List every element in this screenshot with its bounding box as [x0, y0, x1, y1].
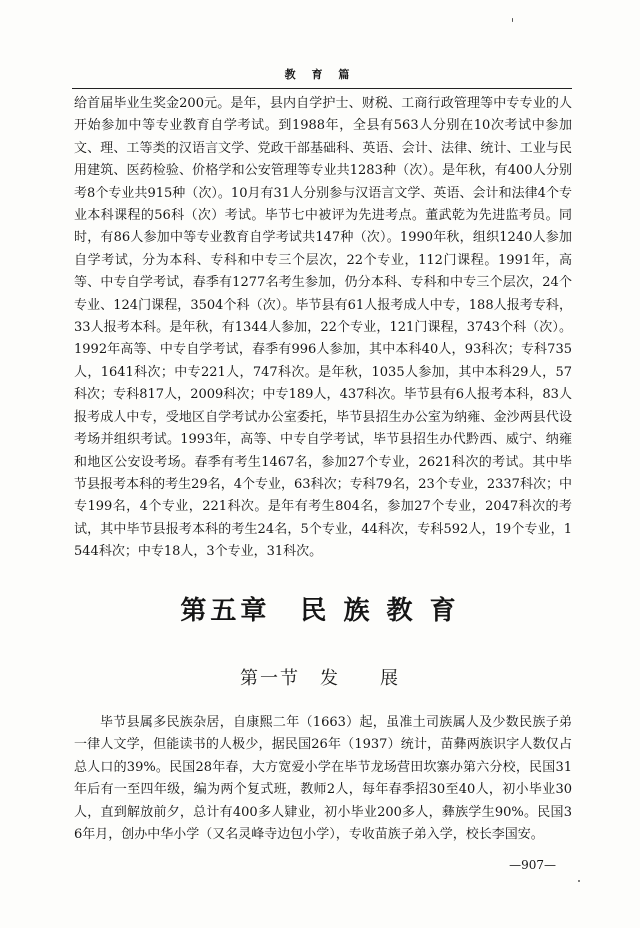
scan-speck	[578, 880, 580, 882]
body-paragraph-2: 毕节县属多民族杂居，自康熙二年（1663）起，虽准土司族属人及少数民族子弟一律人文学，但能读书的人极少，据民国26年（1937）统计，苗彝两族识字人数仅占总人口的39%。民国28年春，大方宽爱小学在毕节龙场营田坎寨办第六分校，民国31年后有一至四年级，编为两个复式班，教师2人，每年春季招30至40人，初小毕业30人，直到解放前夕，总计有400多人肄业，初小毕业200多人，彝族学生90%。民国36年月，创办中华小学（又名灵峰寺边包小学），专收苗族子弟入学，校长李国安。	[74, 715, 572, 843]
page-number: —907—	[509, 858, 556, 872]
scan-speck	[512, 18, 513, 22]
running-header: 教 育 篇	[284, 68, 356, 81]
header-rule	[72, 88, 572, 89]
chapter-title: 第五章 民 族 教 育	[180, 596, 460, 626]
section-title: 第一节 发 展	[240, 668, 400, 689]
body-paragraph-1: 给首届毕业生奖金200元。是年，县内自学护士、财税、工商行政管理等中专专业的人开始参加中等专业教育自学考试。到1988年，全县有563人分别在10次考试中参加文、理、工等类的汉语言文学、党政干部基础科、英语、会计、法律、统计、工业与民用建筑、医药检验、价格学和公安管理等专业共1283种（次）。是年秋，有400人分别考8个专业共915种（次）。10月有31人分别参与汉语言文学、英语、会计和法律4个专业本科课程的56科（次）考试。毕节七中被评为先进考点。董武乾为先进监考员。同时，有86人参加中等专业教育自学考试共147种（次）。1990年秋，组织1240人参加自学考试，分为本科、专科和中专三个层次，22个专业，112门课程。1991年，高等、中专自学考试，春季有1277名考生参加，仍分本科、专科和中专三个层次，24个专业、124门课程，3504个科（次）。毕节县有61人报考成人中专，188人报考专科，33人报考本科。是年秋，有1344人参加，22个专业，121门课程，3743个科（次）。1992年高等、中专自学考试，春季有996人参加，其中本科40人，93科次；专科735人，1641科次；中专221人，747科次。是年秋，1035人参加，其中本科29人，57科次；专科817人，2009科次；中专189人，437科次。毕节县有6人报考本科，83人报考成人中专，受地区自学考试办公室委托，毕节县招生办公室为纳雍、金沙两县代设考场并组织考试。1993年，高等、中专自学考试，毕节县招生办代黔西、威宁、纳雍和地区公安设考场。春季有考生1467名，参加27个专业，2621科次的考试。其中毕节县报考本科的考生29名，4个专业，63科次；专科79名，23个专业，2337科次；中专199名，4个专业，221科次。是年有考生804名，参加27个专业，2047科次的考试，其中毕节县报考本科的考生24名，5个专业，44科次，专科592人，19个专业，1544科次；中专18人，3个专业，31科次。	[74, 96, 572, 560]
